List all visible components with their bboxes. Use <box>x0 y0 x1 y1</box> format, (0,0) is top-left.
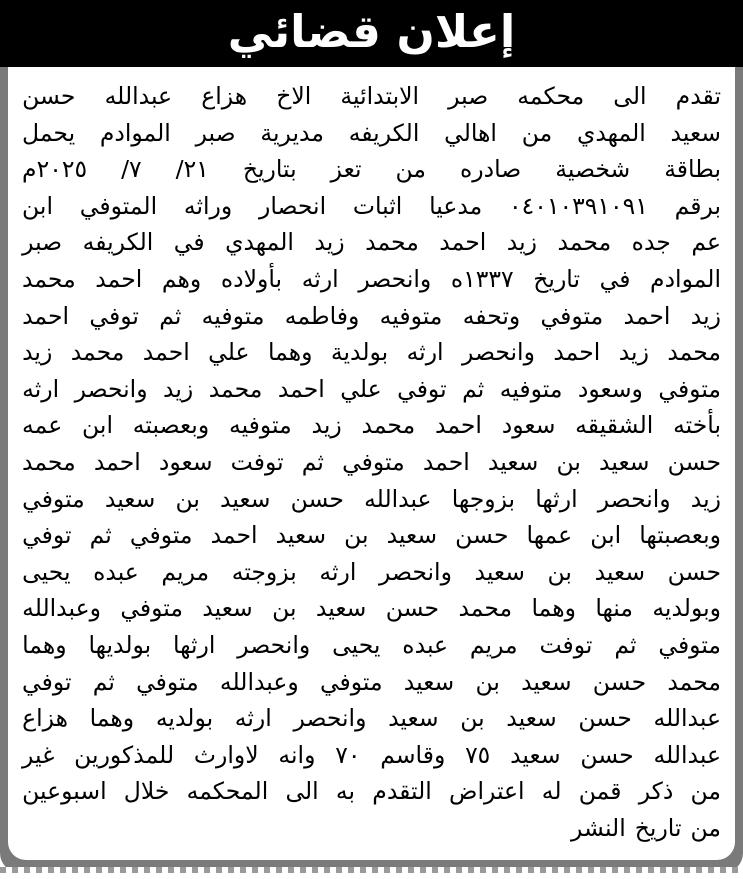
notice-word: ارثها <box>173 630 216 659</box>
notice-word: متوفي <box>136 667 199 696</box>
notice-word: بن <box>175 484 200 513</box>
notice-word: سعيد <box>104 484 156 513</box>
notice-word: محكمه <box>517 82 585 110</box>
notice-word: ثم <box>301 447 324 476</box>
notice-word: زيد <box>163 374 194 403</box>
notice-word: وانحصر <box>237 630 311 659</box>
notice-word: محمد <box>458 594 513 623</box>
notice-word: احمد <box>93 447 141 476</box>
notice-word: محمد <box>667 338 721 367</box>
notice-word: بولدية <box>330 338 389 367</box>
notice-word: التقدم <box>372 777 432 806</box>
notice-word: وهما <box>531 594 576 623</box>
notice-word: زيد <box>506 228 537 257</box>
notice-word: ثم <box>614 630 637 659</box>
notice-word: بن <box>475 667 500 696</box>
notice-word: ثم <box>92 667 115 696</box>
notice-line <box>22 554 721 591</box>
notice-word: سعيد <box>219 484 271 513</box>
notice-word: حسن <box>455 521 509 550</box>
notice-word: توفت <box>539 630 593 659</box>
notice-word: بن <box>556 447 581 476</box>
notice-word: بن <box>344 521 369 550</box>
notice-word: بولديها <box>88 630 152 659</box>
notice-word: تعز <box>330 155 362 184</box>
notice-line <box>22 115 721 152</box>
notice-word: بأولاده <box>220 264 283 293</box>
notice-word: سعيد <box>202 594 253 623</box>
notice-word: حسن <box>385 594 440 623</box>
notice-word: جده <box>631 228 671 257</box>
page-title: إعلان قضائي <box>227 5 516 58</box>
notice-word: توفي <box>22 521 72 550</box>
notice-word: اسبوعين <box>22 777 107 806</box>
notice-word: عبدالله <box>104 82 173 110</box>
notice-word: سعود <box>158 447 213 476</box>
notice-word: سعيد <box>386 521 438 550</box>
notice-word: صبر <box>448 82 489 110</box>
notice-word: بأخته <box>673 411 721 440</box>
notice-word: ٧٥ <box>465 740 491 769</box>
notice-word: تاريخ <box>634 813 682 842</box>
notice-line <box>22 188 721 225</box>
notice-word: عمه <box>22 411 63 440</box>
notice-word: الاخ <box>276 82 312 110</box>
notice-word: اثبات <box>352 191 403 220</box>
notice-word: زيد <box>22 338 53 367</box>
notice-word: من <box>521 118 553 147</box>
notice-word: محمد <box>557 228 612 257</box>
notice-word: في <box>599 264 631 293</box>
notice-word: متوفي <box>658 630 721 659</box>
notice-word: ثم <box>462 374 485 403</box>
notice-word: بزوجته <box>231 557 297 586</box>
notice-word: احمد <box>277 374 325 403</box>
notice-word: مريم <box>161 557 210 586</box>
notice-word: الى <box>613 82 647 110</box>
notice-line <box>22 371 721 408</box>
notice-word: وبعصبتها <box>639 521 721 550</box>
notice-line <box>22 737 721 774</box>
notice-word: زيد <box>314 228 345 257</box>
notice-word: له <box>541 777 562 806</box>
notice-word: مديرية <box>260 118 324 147</box>
notice-word: توفت <box>230 447 284 476</box>
notice-word: مريم <box>469 630 518 659</box>
notice-word: متوفي <box>658 374 721 403</box>
notice-word: حسن <box>22 82 76 110</box>
notice-word: سعيد <box>510 740 561 769</box>
notice-word: سعيد <box>474 557 525 586</box>
notice-line <box>22 773 721 810</box>
notice-line <box>22 700 721 737</box>
notice-word: توفي <box>22 667 72 696</box>
notice-word: محمد <box>365 228 419 257</box>
notice-word: سعيد <box>487 447 539 476</box>
notice-line <box>22 261 721 298</box>
notice-word: تقدم <box>675 82 721 110</box>
notice-word: وراثه <box>183 191 233 220</box>
notice-word: وتحفه <box>462 301 521 330</box>
notice-word: ارثه <box>22 374 60 403</box>
notice-word: زيد <box>311 411 342 440</box>
notice-word: سعيد <box>670 118 721 147</box>
notice-word: وعبدالله <box>219 667 299 696</box>
shadow-hatch-strip <box>0 867 743 873</box>
notice-word: اهالي <box>444 118 497 147</box>
notice-word: حسن <box>667 557 721 586</box>
notice-word: متوفي <box>540 301 604 330</box>
notice-word: عبدالله <box>653 740 721 769</box>
notice-word: احمد <box>439 228 487 257</box>
notice-word: هزاع <box>201 82 248 110</box>
notice-word: متوفي <box>129 521 193 550</box>
notice-word: سعيد <box>315 594 367 623</box>
notice-word: عبدالله <box>364 484 432 513</box>
notice-word: عبدالله <box>653 704 721 733</box>
notice-word: محمد <box>361 411 416 440</box>
notice-word: وانحصر <box>74 374 148 403</box>
notice-word: المتوفي <box>79 191 158 220</box>
notice-word: للمذكورين <box>74 740 175 769</box>
notice-word: زيد <box>690 301 721 330</box>
notice-word: الموادم <box>99 118 171 147</box>
notice-word: متوفي <box>22 484 85 513</box>
notice-line <box>22 517 721 554</box>
notice-word: وسعود <box>577 374 643 403</box>
notice-word: سعود <box>501 411 556 440</box>
notice-word: متوفي <box>342 447 405 476</box>
notice-line <box>22 407 721 444</box>
notice-word: متوفيه <box>379 301 443 330</box>
notice-word: برقم <box>674 191 721 220</box>
notice-word: غير <box>22 740 55 769</box>
notice-word: الابتدائية <box>340 82 420 110</box>
notice-word: وفاطمه <box>284 301 360 330</box>
notice-word: شخصية <box>555 155 631 184</box>
notice-word: توفي <box>397 374 447 403</box>
notice-word: ارثه <box>234 704 272 733</box>
notice-word: بزوجها <box>451 484 516 513</box>
notice-word: ارثه <box>406 338 444 367</box>
notice-word: به <box>335 777 356 806</box>
notice-word: وقاسم <box>380 740 446 769</box>
notice-word: احمد <box>553 338 601 367</box>
notice-word: من <box>690 813 721 842</box>
notice-word: سعيد <box>521 667 572 696</box>
notice-word: المهدي <box>225 228 294 257</box>
notice-word: وهما <box>22 630 67 659</box>
notice-word: بن <box>460 704 485 733</box>
notice-line <box>22 444 721 481</box>
notice-word: يحيى <box>332 630 381 659</box>
notice-word: بن <box>272 594 297 623</box>
notice-word: سعيد <box>403 667 455 696</box>
notice-line <box>22 810 721 847</box>
notice-word: ابن <box>590 521 622 550</box>
notice-word: سعيد <box>388 704 439 733</box>
notice-word: وبولديه <box>652 594 721 623</box>
notice-word: متوفي <box>319 667 383 696</box>
notice-word: وانحصر <box>378 557 452 586</box>
notice-line <box>22 78 721 115</box>
notice-word: احمد <box>434 411 482 440</box>
notice-word: احمد <box>95 264 143 293</box>
notice-word: ٧٠ <box>335 740 361 769</box>
notice-word: المهدي <box>576 118 646 147</box>
notice-word: انحصار <box>258 191 327 220</box>
notice-word: محمد <box>22 447 76 476</box>
notice-line <box>22 298 721 335</box>
notice-word: وانه <box>278 740 316 769</box>
notice-word: صادره <box>460 155 522 184</box>
notice-word: ارثه <box>301 264 339 293</box>
notice-word: هزاع <box>22 704 68 733</box>
notice-word: ذكر <box>638 777 674 806</box>
notice-word: متوفيه <box>228 411 292 440</box>
notice-word: حسن <box>592 667 647 696</box>
notice-word: علي <box>340 374 382 403</box>
notice-word: بطاقة <box>664 155 721 184</box>
notice-word: علي <box>208 338 250 367</box>
notice-word: توفي <box>89 301 139 330</box>
notice-line <box>22 151 721 188</box>
notice-word: وهما <box>89 704 135 733</box>
notice-word: ٧/ <box>121 155 142 184</box>
notice-word: حسن <box>578 704 632 733</box>
notice-word: ١٣٣٧ه <box>450 264 514 293</box>
notice-word: عبده <box>93 557 139 586</box>
notice-word: وهما <box>267 338 313 367</box>
notice-word: سعيد <box>594 557 646 586</box>
notice-word: متوفيه <box>499 374 563 403</box>
notice-line <box>22 481 721 518</box>
notice-line <box>22 334 721 371</box>
notice-word: المحكمه <box>186 777 269 806</box>
notice-body-card <box>8 66 735 860</box>
notice-word: ابن <box>22 191 54 220</box>
notice-word: حسن <box>580 740 634 769</box>
notice-word: حسن <box>290 484 344 513</box>
notice-word: بولديه <box>155 704 214 733</box>
notice-word: متوفي <box>120 594 183 623</box>
notice-word: وعبدالله <box>22 594 101 623</box>
notice-word: وبعصبته <box>132 411 210 440</box>
notice-line <box>22 224 721 261</box>
notice-word: صبر <box>22 228 63 257</box>
notice-word: يحيى <box>22 557 71 586</box>
notice-word: لاوارث <box>193 740 259 769</box>
notice-word: وانحصر <box>597 484 671 513</box>
notice-body-text <box>8 66 735 846</box>
notice-word: بتاريخ <box>242 155 297 184</box>
notice-word: عبده <box>402 630 449 659</box>
notice-word: ٠٤٠١٠٣٩١٠٩١ <box>509 191 648 220</box>
notice-word: زيد <box>690 484 721 513</box>
notice-word: اعتراض <box>449 777 525 806</box>
notice-word: احمد <box>422 447 470 476</box>
notice-word: من <box>395 155 426 184</box>
notice-word: الكريفه <box>82 228 154 257</box>
notice-word: احمد <box>210 521 258 550</box>
notice-word: متوفيه <box>201 301 265 330</box>
notice-word: الى <box>285 777 319 806</box>
notice-title-banner <box>0 0 743 67</box>
notice-word: وانحصر <box>461 338 535 367</box>
notice-word: منها <box>595 594 633 623</box>
notice-word: مدعيا <box>429 191 483 220</box>
notice-word: الكريفه <box>348 118 420 147</box>
notice-word: خلال <box>123 777 170 806</box>
notice-word: عمها <box>526 521 573 550</box>
notice-word: زيد <box>618 338 649 367</box>
notice-line <box>22 664 721 701</box>
notice-word: الموادم <box>650 264 721 293</box>
notice-word: عم <box>691 228 721 257</box>
notice-word: وانحصر <box>358 264 432 293</box>
notice-word: يحمل <box>22 118 76 147</box>
notice-word: احمد <box>623 301 671 330</box>
notice-word: في <box>173 228 205 257</box>
notice-word: وهم <box>161 264 202 293</box>
notice-line <box>22 627 721 664</box>
notice-word: محمد <box>667 667 721 696</box>
notice-word: الشقيقه <box>575 411 654 440</box>
notice-word: ارثه <box>319 557 357 586</box>
notice-word: ثم <box>89 521 112 550</box>
notice-word: صبر <box>195 118 236 147</box>
notice-word: سعيد <box>506 704 557 733</box>
notice-word: ثم <box>159 301 182 330</box>
notice-word: محمد <box>70 338 125 367</box>
notice-word: ابن <box>82 411 114 440</box>
notice-word: ٢١/ <box>175 155 209 184</box>
notice-word: وانحصر <box>293 704 367 733</box>
notice-line <box>22 590 721 627</box>
notice-word: محمد <box>22 264 76 293</box>
notice-word: بن <box>547 557 572 586</box>
notice-word: سعيد <box>599 447 650 476</box>
notice-word: احمد <box>22 301 70 330</box>
notice-word: سعيد <box>275 521 327 550</box>
notice-word: من <box>690 777 721 806</box>
notice-word: ٢٠٢٥م <box>22 155 88 184</box>
notice-word: حسن <box>667 447 721 476</box>
notice-word: قمن <box>578 777 622 806</box>
notice-word: ارثها <box>535 484 578 513</box>
notice-word: احمد <box>142 338 190 367</box>
notice-word: تاريخ <box>533 264 581 293</box>
notice-word: النشر <box>571 813 626 842</box>
notice-word: محمد <box>208 374 263 403</box>
